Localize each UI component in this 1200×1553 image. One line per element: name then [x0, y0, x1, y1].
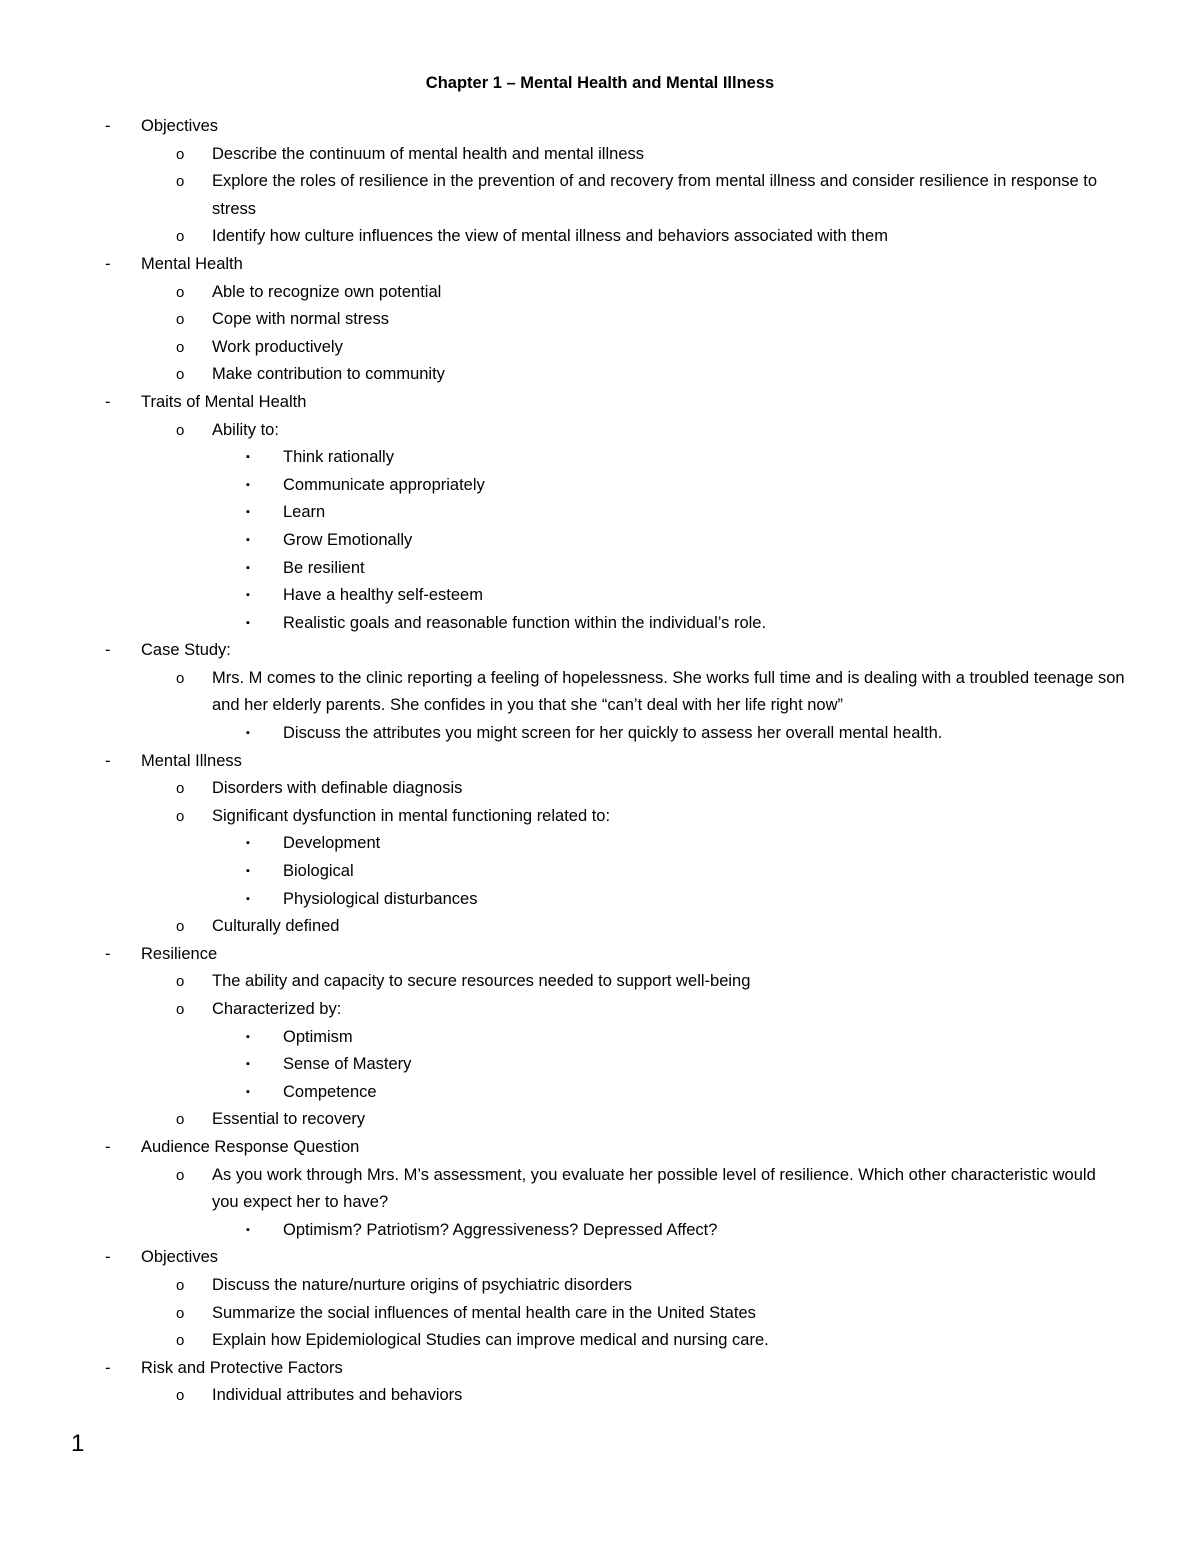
- outline-item-text: Able to recognize own potential: [212, 282, 442, 301]
- outline-item-text: Case Study:: [141, 641, 231, 660]
- outline-item-level-2: [0, 1272, 1200, 1300]
- outline-item-level-2: [0, 417, 1200, 445]
- outline-item-text: Competence: [283, 1082, 377, 1101]
- dash-bullet: -: [105, 751, 111, 770]
- page-number: 1: [71, 1430, 85, 1457]
- outline-item-text: Biological: [283, 862, 354, 881]
- outline-list: [0, 113, 1200, 1410]
- outline-item-text: Objectives: [141, 1248, 219, 1267]
- outline-item-level-3: [0, 499, 1200, 527]
- outline-item-level-2: [0, 968, 1200, 996]
- outline-item-level-2: [0, 1162, 1200, 1217]
- outline-item-level-3: [0, 610, 1200, 638]
- outline-item-level-1: [0, 941, 1200, 969]
- outline-item-level-1: [0, 113, 1200, 141]
- circle-bullet: o: [176, 1304, 185, 1322]
- outline-item-level-3: [0, 444, 1200, 472]
- outline-item-text: Ability to:: [212, 420, 279, 439]
- outline-item-level-3: [0, 1051, 1200, 1079]
- square-bullet-icon: ▪: [246, 616, 250, 629]
- outline-item-level-3: [0, 1079, 1200, 1107]
- circle-bullet: o: [176, 807, 185, 825]
- circle-bullet: o: [176, 366, 185, 384]
- outline-item-text: Learn: [283, 503, 326, 522]
- outline-item-level-2: [0, 665, 1200, 720]
- outline-item-text: Communicate appropriately: [283, 475, 485, 494]
- outline-item-level-2: [0, 361, 1200, 389]
- outline-item-level-1: [0, 637, 1200, 665]
- outline-item-text: Mental Illness: [141, 751, 242, 770]
- outline-item-level-3: [0, 858, 1200, 886]
- document-title: Chapter 1 – Mental Health and Mental Illness: [425, 74, 775, 92]
- outline-item-text: Objectives: [141, 117, 219, 135]
- outline-item-text: Traits of Mental Health: [141, 392, 307, 411]
- square-bullet-icon: ▪: [246, 589, 250, 602]
- circle-bullet: o: [176, 283, 185, 301]
- outline-item-text: Disorders with definable diagnosis: [212, 779, 463, 798]
- square-bullet-icon: ▪: [246, 506, 250, 519]
- dash-bullet: -: [105, 1358, 111, 1377]
- circle-bullet: o: [176, 338, 185, 356]
- outline-item-level-1: [0, 251, 1200, 279]
- outline-item-text: Individual attributes and behaviors: [212, 1386, 463, 1405]
- square-bullet-icon: ▪: [246, 727, 250, 740]
- outline-item-text: Summarize the social influences of mental health care in the United States: [212, 1303, 756, 1322]
- circle-bullet: o: [176, 918, 185, 936]
- outline-item-text: Think rationally: [283, 448, 394, 467]
- outline-item-text: Audience Response Question: [141, 1137, 360, 1156]
- outline-item-text: Describe the continuum of mental health and mental illness: [212, 144, 644, 163]
- circle-bullet: o: [176, 669, 185, 687]
- outline-item-text: Development: [283, 834, 381, 853]
- outline-item-level-2: [0, 996, 1200, 1024]
- square-bullet-icon: ▪: [246, 1030, 250, 1043]
- outline-item-level-2: [0, 1106, 1200, 1134]
- circle-bullet: o: [176, 1001, 185, 1018]
- outline-item-text: Work productively: [212, 337, 343, 356]
- outline-item-text: Be resilient: [283, 558, 365, 577]
- outline-item-level-1: [0, 1134, 1200, 1162]
- outline-item-text: Explain how Epidemiological Studies can improve medical and nursing care.: [212, 1331, 769, 1350]
- outline-item-text: Explore the roles of resilience in the prevention of and recovery from mental illness and consider resilience in response to stress: [212, 172, 1098, 218]
- square-bullet-icon: ▪: [246, 1223, 250, 1236]
- outline-item-text: Optimism: [283, 1027, 353, 1046]
- outline-item-text: Discuss the attributes you might screen for her quickly to assess her overall mental health.: [283, 724, 943, 743]
- dash-bullet: -: [105, 944, 111, 963]
- outline-item-text: The ability and capacity to secure resources needed to support well-being: [212, 972, 751, 991]
- outline-item-text: Sense of Mastery: [283, 1055, 412, 1074]
- outline-item-text: Realistic goals and reasonable function within the individual’s role.: [283, 613, 767, 632]
- outline-item-level-3: [0, 527, 1200, 555]
- dash-bullet: -: [105, 641, 111, 660]
- outline-item-text: Make contribution to community: [212, 365, 445, 384]
- outline-item-level-3: [0, 472, 1200, 500]
- outline-item-level-3: [0, 1024, 1200, 1052]
- dash-bullet: -: [105, 392, 111, 411]
- dash-bullet: -: [105, 117, 111, 135]
- outline-item-level-3: [0, 555, 1200, 583]
- square-bullet-icon: ▪: [246, 561, 250, 574]
- outline-item-level-2: [0, 168, 1200, 223]
- dash-bullet: -: [105, 1137, 111, 1156]
- circle-bullet: o: [176, 780, 185, 798]
- circle-bullet: o: [176, 421, 185, 439]
- outline-item-text: Cope with normal stress: [212, 310, 389, 329]
- outline-item-level-2: [0, 223, 1200, 251]
- circle-bullet: o: [176, 145, 185, 163]
- outline-item-text: Identify how culture influences the view of mental illness and behaviors associated with them: [212, 227, 888, 246]
- outline-item-level-2: [0, 279, 1200, 307]
- outline-item-level-2: [0, 913, 1200, 941]
- square-bullet-icon: ▪: [246, 892, 250, 905]
- outline-item-level-3: [0, 886, 1200, 914]
- outline-item-level-3: [0, 582, 1200, 610]
- outline-item-level-2: [0, 334, 1200, 362]
- outline-item-level-2: [0, 141, 1200, 169]
- outline-item-text: Mental Health: [141, 254, 243, 273]
- outline-item-text: Culturally defined: [212, 917, 340, 936]
- circle-bullet: o: [176, 973, 185, 991]
- square-bullet-icon: ▪: [246, 1058, 250, 1071]
- outline-item-level-3: [0, 830, 1200, 858]
- square-bullet-icon: ▪: [246, 837, 250, 850]
- outline-item-text: Optimism? Patriotism? Aggressiveness? Depressed Affect?: [283, 1220, 718, 1239]
- circle-bullet: o: [176, 1387, 185, 1405]
- circle-bullet: o: [176, 1111, 185, 1129]
- outline-item-level-2: [0, 1382, 1200, 1410]
- square-bullet-icon: ▪: [246, 478, 250, 491]
- outline-item-text: Characterized by:: [212, 1000, 342, 1018]
- outline-item-level-1: [0, 748, 1200, 776]
- outline-item-level-1: [0, 1355, 1200, 1383]
- circle-bullet: o: [176, 173, 185, 191]
- square-bullet-icon: ▪: [246, 1085, 250, 1098]
- outline-item-level-2: [0, 306, 1200, 334]
- circle-bullet: o: [176, 1166, 185, 1184]
- outline-item-text: Resilience: [141, 944, 218, 963]
- outline-item-text: Essential to recovery: [212, 1110, 366, 1129]
- outline-item-text: Have a healthy self-esteem: [283, 586, 483, 605]
- outline-item-text: Mrs. M comes to the clinic reporting a feeling of hopelessness. She works full time and is dealing with a troubled teenage son and her elderly parents. She confides in you that she “can’t deal with her life right now”: [212, 668, 1125, 715]
- outline-item-text: As you work through Mrs. M’s assessment, you evaluate her possible level of resilience. Which other characteristic would you expect her to have?: [212, 1165, 1096, 1212]
- square-bullet-icon: ▪: [246, 451, 250, 464]
- square-bullet-icon: ▪: [246, 533, 250, 546]
- square-bullet-icon: ▪: [246, 865, 250, 878]
- outline-item-text: Risk and Protective Factors: [141, 1358, 343, 1377]
- circle-bullet: o: [176, 1276, 185, 1294]
- dash-bullet: -: [105, 254, 111, 273]
- outline-item-level-1: [0, 1244, 1200, 1272]
- circle-bullet: o: [176, 1332, 185, 1350]
- circle-bullet: o: [176, 228, 185, 246]
- outline-item-text: Significant dysfunction in mental functioning related to:: [212, 806, 611, 825]
- dash-bullet: -: [105, 1248, 111, 1267]
- circle-bullet: o: [176, 311, 185, 329]
- outline-item-level-2: [0, 1327, 1200, 1355]
- outline-item-text: Grow Emotionally: [283, 530, 413, 549]
- outline-item-text: Physiological disturbances: [283, 889, 478, 908]
- outline-item-level-2: [0, 803, 1200, 831]
- outline-item-level-2: [0, 775, 1200, 803]
- outline-item-level-3: [0, 720, 1200, 748]
- outline-item-text: Discuss the nature/nurture origins of psychiatric disorders: [212, 1275, 633, 1294]
- outline-item-level-1: [0, 389, 1200, 417]
- outline-item-level-3: [0, 1217, 1200, 1245]
- outline-item-level-2: [0, 1300, 1200, 1328]
